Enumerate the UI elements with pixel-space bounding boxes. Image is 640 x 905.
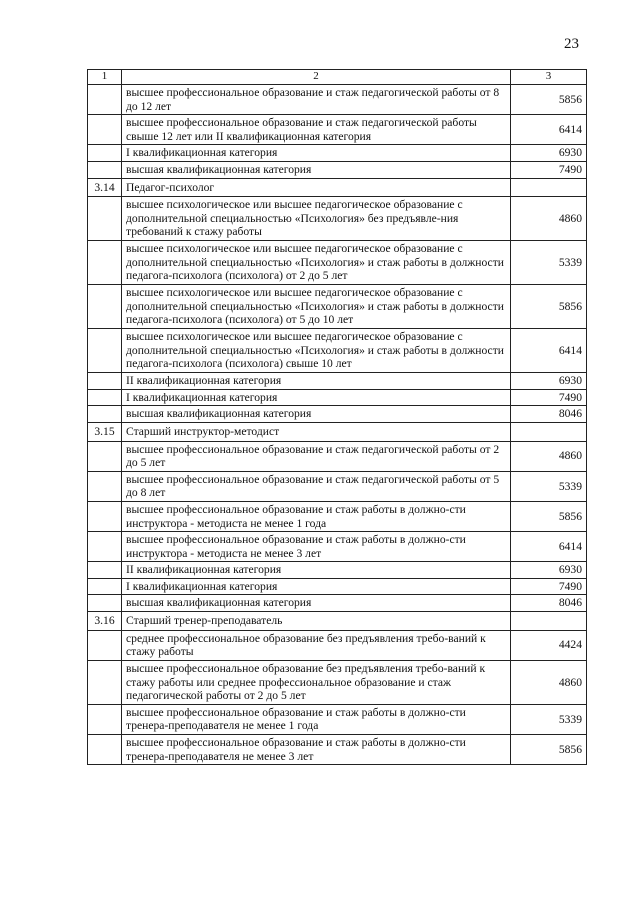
section-title: Педагог-психолог	[122, 178, 511, 197]
row-number	[88, 389, 122, 406]
row-value: 6930	[511, 145, 587, 162]
row-value	[511, 422, 587, 441]
table-row	[88, 406, 587, 423]
header-col-2: 2	[122, 70, 511, 85]
table-row	[88, 441, 587, 471]
table-row	[88, 704, 587, 734]
table-row	[88, 197, 587, 241]
row-number	[88, 595, 122, 612]
section-row	[88, 612, 587, 631]
row-value: 6930	[511, 562, 587, 579]
row-description: высшее профессиональное образование и стаж педагогической работы от 8 до 12 лет	[122, 85, 511, 115]
row-description: высшее профессиональное образование и стаж работы в должно-сти тренера-преподавателя не менее 3 лет	[122, 735, 511, 765]
row-description: I квалификационная категория	[122, 389, 511, 406]
row-value: 8046	[511, 406, 587, 423]
row-number	[88, 630, 122, 660]
row-description: высшее профессиональное образование и стаж работы в должно-сти тренера-преподавателя не менее 1 года	[122, 704, 511, 734]
row-description: I квалификационная категория	[122, 578, 511, 595]
row-number	[88, 532, 122, 562]
row-number	[88, 406, 122, 423]
table-row	[88, 389, 587, 406]
row-value: 5339	[511, 241, 587, 285]
row-description: высшее профессиональное образование и стаж педагогической работы от 5 до 8 лет	[122, 471, 511, 501]
row-description: высшее профессиональное образование без предъявления требо-ваний к стажу работы или среднее профессиональное образование и стаж педагогической работы от 2 до 5 лет	[122, 660, 511, 704]
row-value: 5856	[511, 735, 587, 765]
row-value: 4860	[511, 660, 587, 704]
table-row	[88, 660, 587, 704]
row-value: 7490	[511, 161, 587, 178]
row-value: 4860	[511, 197, 587, 241]
row-number	[88, 145, 122, 162]
row-value: 8046	[511, 595, 587, 612]
row-number	[88, 329, 122, 373]
row-description: высшее психологическое или высшее педагогическое образование с дополнительной специальностью «Психология» и стаж работы в должности педагога-психолога (психолога) свыше 10 лет	[122, 329, 511, 373]
table-row	[88, 115, 587, 145]
table-row	[88, 735, 587, 765]
row-number: 3.14	[88, 178, 122, 197]
row-number	[88, 85, 122, 115]
row-value: 5339	[511, 471, 587, 501]
row-number	[88, 501, 122, 531]
row-number	[88, 735, 122, 765]
table-row	[88, 145, 587, 162]
row-value: 5856	[511, 85, 587, 115]
salary-table	[87, 69, 587, 765]
row-number	[88, 441, 122, 471]
table-row	[88, 562, 587, 579]
row-value: 5339	[511, 704, 587, 734]
row-number	[88, 197, 122, 241]
table-row	[88, 373, 587, 390]
table-row	[88, 329, 587, 373]
row-description: высшее профессиональное образование и стаж педагогической работы от 2 до 5 лет	[122, 441, 511, 471]
row-description: II квалификационная категория	[122, 373, 511, 390]
row-description: высшее профессиональное образование и стаж работы в должно-сти инструктора - методиста не менее 3 лет	[122, 532, 511, 562]
table-row	[88, 241, 587, 285]
row-description: высшее профессиональное образование и стаж педагогической работы свыше 12 лет или II квалификационная категория	[122, 115, 511, 145]
section-row	[88, 422, 587, 441]
row-value: 4860	[511, 441, 587, 471]
row-description: высшая квалификационная категория	[122, 161, 511, 178]
row-value: 6930	[511, 373, 587, 390]
row-description: II квалификационная категория	[122, 562, 511, 579]
row-description: высшее психологическое или высшее педагогическое образование с дополнительной специальностью «Психология» и стаж работы в должности педагога-психолога (психолога) от 2 до 5 лет	[122, 241, 511, 285]
header-col-3: 3	[511, 70, 587, 85]
row-description: высшая квалификационная категория	[122, 406, 511, 423]
row-value	[511, 178, 587, 197]
page-number: 23	[564, 36, 579, 52]
table-row	[88, 630, 587, 660]
row-value: 4424	[511, 630, 587, 660]
row-value: 6414	[511, 115, 587, 145]
row-number: 3.16	[88, 612, 122, 631]
table-row	[88, 532, 587, 562]
section-row	[88, 178, 587, 197]
row-description: среднее профессиональное образование без предъявления требо-ваний к стажу работы	[122, 630, 511, 660]
row-value: 5856	[511, 285, 587, 329]
row-number	[88, 161, 122, 178]
table-row	[88, 595, 587, 612]
header-col-1: 1	[88, 70, 122, 85]
row-number	[88, 115, 122, 145]
row-value: 5856	[511, 501, 587, 531]
table-header-row	[88, 70, 587, 85]
row-number	[88, 660, 122, 704]
row-number: 3.15	[88, 422, 122, 441]
table-row	[88, 471, 587, 501]
table-row	[88, 285, 587, 329]
row-description: I квалификационная категория	[122, 145, 511, 162]
table-row	[88, 501, 587, 531]
row-value	[511, 612, 587, 631]
row-value: 7490	[511, 389, 587, 406]
row-number	[88, 704, 122, 734]
row-number	[88, 285, 122, 329]
row-number	[88, 471, 122, 501]
section-title: Старший тренер-преподаватель	[122, 612, 511, 631]
row-value: 7490	[511, 578, 587, 595]
row-number	[88, 373, 122, 390]
row-description: высшее психологическое или высшее педагогическое образование с дополнительной специальностью «Психология» и стаж работы в должности педагога-психолога (психолога) от 5 до 10 лет	[122, 285, 511, 329]
row-value: 6414	[511, 329, 587, 373]
row-number	[88, 562, 122, 579]
row-description: высшее профессиональное образование и стаж работы в должно-сти инструктора - методиста не менее 1 года	[122, 501, 511, 531]
row-description: высшая квалификационная категория	[122, 595, 511, 612]
table-row	[88, 578, 587, 595]
table-row	[88, 161, 587, 178]
row-number	[88, 578, 122, 595]
row-number	[88, 241, 122, 285]
table-row	[88, 85, 587, 115]
section-title: Старший инструктор-методист	[122, 422, 511, 441]
row-description: высшее психологическое или высшее педагогическое образование с дополнительной специальностью «Психология» без предъявле-ния требований к стажу работы	[122, 197, 511, 241]
row-value: 6414	[511, 532, 587, 562]
